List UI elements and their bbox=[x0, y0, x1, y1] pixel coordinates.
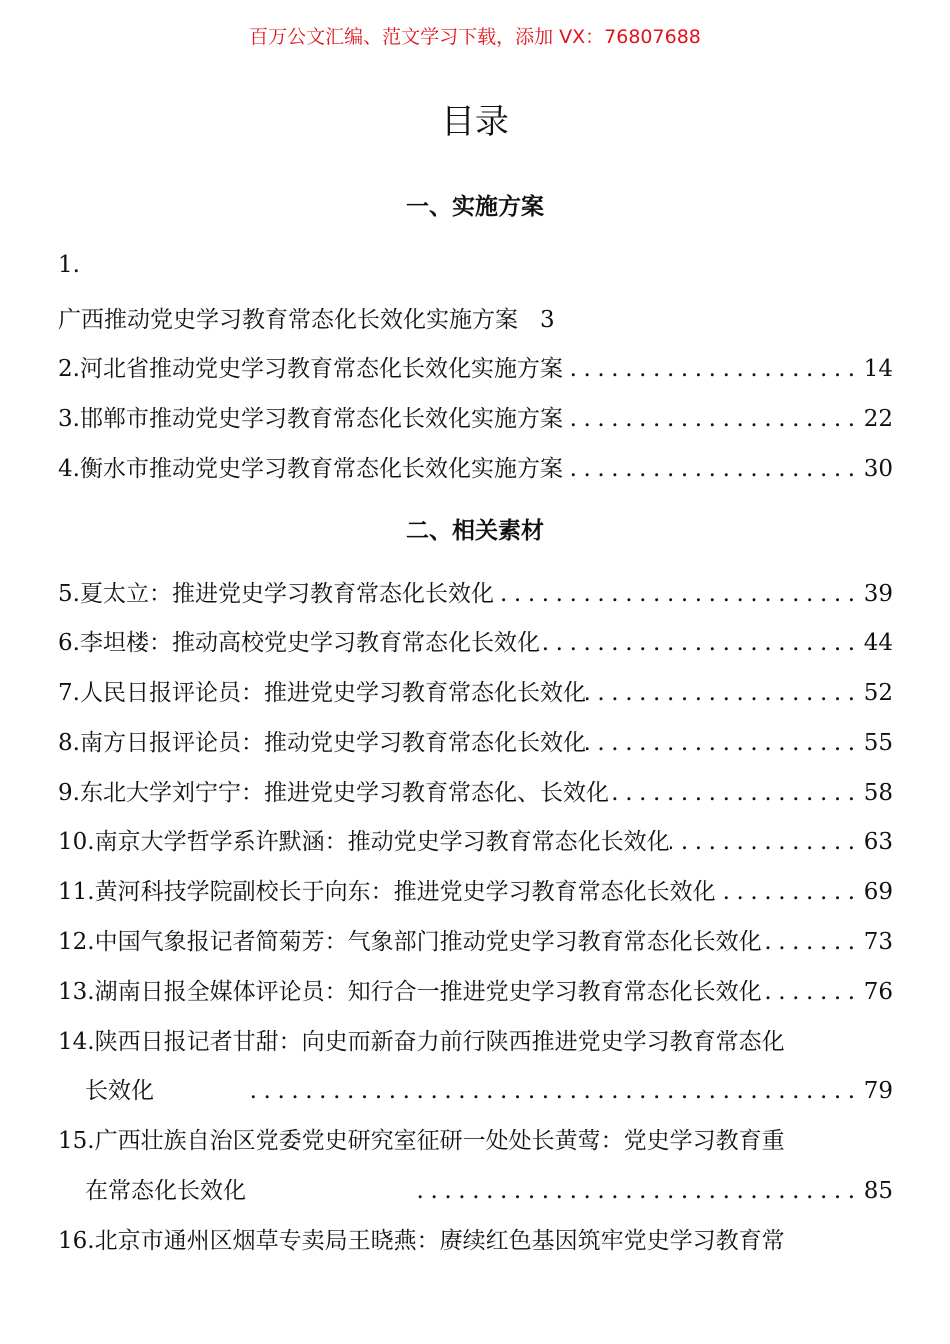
entry-page: 30 bbox=[863, 456, 893, 482]
toc-entry-9[interactable] bbox=[58, 774, 893, 808]
entry-text: 黄河科技学院副校长于向东：推进党史学习教育常态化长效化 bbox=[94, 879, 716, 905]
entry-page: 39 bbox=[863, 581, 893, 607]
entry-page: 79 bbox=[863, 1078, 893, 1104]
dot-leader bbox=[762, 929, 862, 955]
dot-leader bbox=[670, 829, 862, 855]
entry-page: 14 bbox=[863, 356, 893, 382]
section-heading-2: 二、相关素材 bbox=[406, 518, 544, 544]
toc-entry-15-continuation[interactable] bbox=[85, 1172, 893, 1206]
entry-number: 13. bbox=[58, 979, 95, 1005]
entry-number: 8. bbox=[58, 730, 80, 756]
toc-entry-14-continuation[interactable] bbox=[85, 1072, 893, 1106]
entry-number: 7. bbox=[58, 680, 80, 706]
toc-entry-12[interactable] bbox=[58, 923, 893, 957]
dot-leader bbox=[540, 630, 862, 656]
toc-entry-7[interactable] bbox=[58, 674, 893, 708]
entry-text: 广西推动党史学习教育常态化长效化实施方案 bbox=[58, 307, 518, 333]
entry-number: 9. bbox=[58, 780, 80, 806]
page-title: 目录 bbox=[441, 102, 509, 142]
entry-page: 44 bbox=[863, 630, 893, 656]
entry-text: 南方日报评论员：推动党史学习教育常态化长效化 bbox=[79, 730, 586, 756]
entry-text-continuation: 长效化 bbox=[85, 1078, 154, 1104]
toc-entry-2[interactable] bbox=[58, 350, 893, 384]
entry-number: 5. bbox=[58, 581, 80, 607]
dot-leader bbox=[563, 406, 862, 432]
entry-page: 63 bbox=[863, 829, 893, 855]
toc-entry-10[interactable] bbox=[58, 823, 893, 857]
dot-leader bbox=[586, 680, 862, 706]
entry-page: 76 bbox=[863, 979, 893, 1005]
entry-page: 69 bbox=[863, 879, 893, 905]
entry-number: 11. bbox=[58, 879, 95, 905]
entry-text: 河北省推动党史学习教育常态化长效化实施方案 bbox=[79, 356, 563, 382]
toc-entry-15[interactable] bbox=[58, 1122, 893, 1156]
dot-leader bbox=[586, 730, 862, 756]
toc-entry-8[interactable] bbox=[58, 724, 893, 758]
toc-entry-4[interactable] bbox=[58, 450, 893, 484]
entry-text: 南京大学哲学系许默涵：推动党史学习教育常态化长效化 bbox=[94, 829, 670, 855]
toc-entry-3[interactable] bbox=[58, 400, 893, 434]
entry-number: 16. bbox=[58, 1228, 95, 1254]
entry-number: 10. bbox=[58, 829, 95, 855]
section-heading-1: 一、实施方案 bbox=[406, 194, 544, 220]
entry-number: 14. bbox=[58, 1029, 95, 1055]
entry-text: 李坦楼：推动高校党史学习教育常态化长效化 bbox=[79, 630, 540, 656]
dot-leader bbox=[563, 456, 862, 482]
toc-entry-1[interactable] bbox=[58, 301, 893, 335]
entry-page: 22 bbox=[863, 406, 893, 432]
toc-entry-5[interactable] bbox=[58, 575, 893, 609]
entry-number: 12. bbox=[58, 929, 95, 955]
entry-number: 15. bbox=[58, 1128, 95, 1154]
entry-number: 4. bbox=[58, 456, 80, 482]
dot-leader bbox=[716, 879, 862, 905]
entry-text: 湖南日报全媒体评论员：知行合一推进党史学习教育常态化长效化 bbox=[94, 979, 762, 1005]
toc-entry-14[interactable] bbox=[58, 1023, 893, 1057]
entry-text: 陕西日报记者甘甜：向史而新奋力前行陕西推进党史学习教育常态化 bbox=[94, 1029, 785, 1055]
entry-text: 夏太立：推进党史学习教育常态化长效化 bbox=[79, 581, 494, 607]
entry-text-continuation: 在常态化长效化 bbox=[85, 1178, 246, 1204]
entry-page: 85 bbox=[863, 1178, 893, 1204]
dot-leader bbox=[609, 780, 862, 806]
entry-number: 3. bbox=[58, 406, 80, 432]
entry-page: 3 bbox=[540, 307, 555, 333]
dot-leader bbox=[494, 581, 862, 607]
dot-leader bbox=[244, 1078, 862, 1104]
dot-leader bbox=[416, 1178, 862, 1204]
entry-number: 2. bbox=[58, 356, 80, 382]
dot-leader bbox=[563, 356, 862, 382]
entry-page: 55 bbox=[863, 730, 893, 756]
dot-leader bbox=[762, 979, 862, 1005]
toc-entry-1-number[interactable] bbox=[58, 252, 893, 286]
entry-text: 人民日报评论员：推进党史学习教育常态化长效化 bbox=[79, 680, 586, 706]
toc-entry-13[interactable] bbox=[58, 973, 893, 1007]
entry-page: 73 bbox=[863, 929, 893, 955]
watermark-banner: 百万公文汇编、范文学习下载，添加 VX：76807688 bbox=[249, 26, 701, 48]
entry-number: 6. bbox=[58, 630, 80, 656]
entry-text: 邯郸市推动党史学习教育常态化长效化实施方案 bbox=[79, 406, 563, 432]
entry-text: 北京市通州区烟草专卖局王晓燕：赓续红色基因筑牢党史学习教育常 bbox=[94, 1228, 785, 1254]
entry-text: 广西壮族自治区党委党史研究室征研一处处长黄莺：党史学习教育重 bbox=[94, 1128, 785, 1154]
entry-text: 东北大学刘宁宁：推进党史学习教育常态化、长效化 bbox=[79, 780, 609, 806]
entry-page: 52 bbox=[863, 680, 893, 706]
toc-entry-16[interactable] bbox=[58, 1222, 893, 1256]
toc-entry-11[interactable] bbox=[58, 873, 893, 907]
entry-page: 58 bbox=[863, 780, 893, 806]
entry-number: 1. bbox=[58, 252, 80, 278]
entry-text: 中国气象报记者简菊芳：气象部门推动党史学习教育常态化长效化 bbox=[94, 929, 762, 955]
entry-text: 衡水市推动党史学习教育常态化长效化实施方案 bbox=[79, 456, 563, 482]
toc-entry-6[interactable] bbox=[58, 624, 893, 658]
